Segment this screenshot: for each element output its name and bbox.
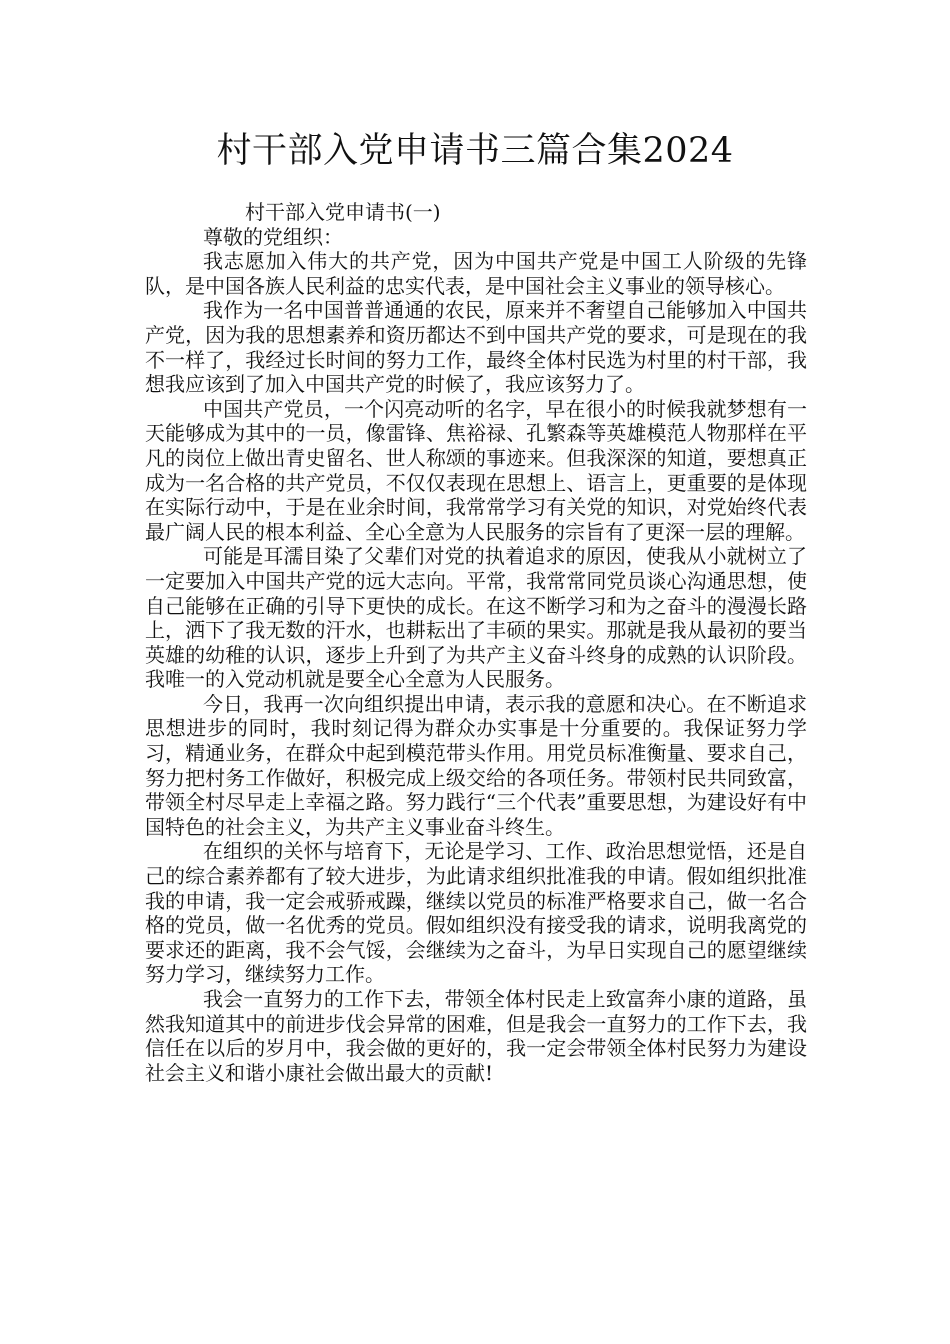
paragraph-2: 我作为一名中国普普通通的农民，原来并不奢望自己能够加入中国共产党，因为我的思想素养和资历都达不到中国共产党的要求，可是现在的我不一样了，我经过长时间的努力工作，最终全体村民选为村里的村干部，我想我应该到了加入中国共产党的时候了，我应该努力了。 (145, 298, 807, 397)
document-title: 村干部入党申请书三篇合集2024 (216, 131, 734, 171)
paragraph-3: 中国共产党员，一个闪亮动听的名字，早在很小的时候我就梦想有一天能够成为其中的一员，像雷锋、焦裕禄、孔繁森等英雄模范人物那样在平凡的岗位上做出青史留名、世人称颂的事迹来。但我深深的知道，要想真正成为一名合格的共产党员，不仅仅表现在思想上、语言上，更重要的是体现在实际行动中，于是在业余时间，我常常学习有关党的知识，对党始终代表最广阔人民的根本利益、全心全意为人民服务的宗旨有了更深一层的理解。 (145, 396, 807, 544)
document-body (145, 200, 807, 1085)
paragraph-5: 今日，我再一次向组织提出申请，表示我的意愿和决心。在不断追求思想进步的同时，我时刻记得为群众办实事是十分重要的。我保证努力学习，精通业务，在群众中起到模范带头作用。用党员标准衡量、要求自己，努力把村务工作做好，积极完成上级交给的各项任务。带领村民共同致富，带领全村尽早走上幸福之路。努力践行“三个代表”重要思想，为建设好有中国特色的社会主义，为共产主义事业奋斗终生。 (145, 691, 807, 839)
paragraph-7: 我会一直努力的工作下去，带领全体村民走上致富奔小康的道路，虽然我知道其中的前进步伐会异常的困难，但是我会一直努力的工作下去，我信任在以后的岁月中，我会做的更好的，我一定会带领全体村民努力为建设社会主义和谐小康社会做出最大的贡献! (145, 987, 807, 1085)
paragraph-4: 可能是耳濡目染了父辈们对党的执着追求的原因，使我从小就树立了一定要加入中国共产党的远大志向。平常，我常常同党员谈心沟通思想，使自己能够在正确的引导下更快的成长。在这不断学习和为之奋斗的漫漫长路上，洒下了我无数的汗水，也耕耘出了丰硕的果实。那就是我从最初的要当英雄的幼稚的认识，逐步上升到了为共产主义奋斗终身的成熟的认识阶段。我唯一的入党动机就是要全心全意为人民服务。 (145, 544, 807, 692)
section-subtitle: 村干部入党申请书(一) (245, 200, 441, 224)
paragraph-6: 在组织的关怀与培育下，无论是学习、工作、政治思想觉悟，还是自己的综合素养都有了较大进步，为此请求组织批准我的申请。假如组织批准我的申请，我一定会戒骄戒躁，继续以党员的标准严格要求自己，做一名合格的党员，做一名优秀的党员。假如组织没有接受我的请求，说明我离党的要求还的距离，我不会气馁，会继续为之奋斗，为早日实现自己的愿望继续努力学习，继续努力工作。 (145, 839, 807, 987)
salutation: 尊敬的党组织： (203, 224, 343, 249)
paragraph-1: 我志愿加入伟大的共产党，因为中国共产党是中国工人阶级的先锋队，是中国各族人民利益的忠实代表，是中国社会主义事业的领导核心。 (145, 249, 807, 298)
